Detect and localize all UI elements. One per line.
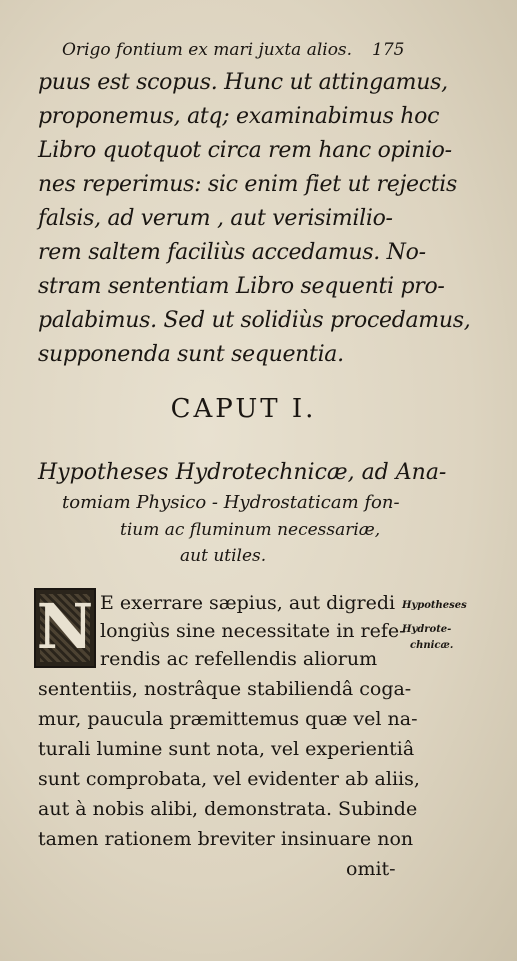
margin-note-line: Hydrote- <box>402 624 452 635</box>
text-line: stram sententiam Libro sequenti pro- <box>38 274 445 299</box>
chapter-title-line: aut utiles. <box>180 546 267 566</box>
text-line: mur, paucula præmittemus quæ vel na- <box>38 708 418 730</box>
chapter-title-line: Hypotheses Hydrotechnicæ, ad Ana- <box>38 460 447 485</box>
margin-note-line: chnicæ. <box>410 640 454 651</box>
text-line: turali lumine sunt nota, vel experientiâ <box>38 738 415 760</box>
text-line: Libro quotquot circa rem hanc opinio- <box>38 138 452 163</box>
running-header <box>62 40 405 60</box>
initial-letter: N <box>36 590 94 663</box>
text-line: sunt comprobata, vel evidenter ab aliis, <box>38 768 420 790</box>
text-line: rendis ac refellendis aliorum <box>100 648 378 670</box>
text-line: nes reperimus: sic enim fiet ut rejectis <box>38 172 458 197</box>
text-line: rem saltem faciliùs accedamus. No- <box>38 240 426 265</box>
margin-note-line: Hypotheses <box>402 600 467 611</box>
chapter-title-line: tium ac fluminum necessariæ, <box>120 520 381 540</box>
text-line: aut à nobis alibi, demonstrata. Subinde <box>38 798 418 820</box>
chapter-title-line: tomiam Physico - Hydrostaticam fon- <box>62 492 400 513</box>
text-line: puus est scopus. Hunc ut attingamus, <box>38 70 448 95</box>
chapter-heading: CAPUT I. <box>170 394 317 424</box>
text-line: tamen rationem breviter insinuare non <box>38 828 414 850</box>
text-line: supponenda sunt sequentia. <box>38 342 344 367</box>
text-line: longiùs sine necessitate in refe- <box>100 620 406 642</box>
text-line: falsis, ad verum , aut verisimilio- <box>38 206 393 231</box>
page-number: 175 <box>372 40 405 60</box>
bleed-through-text <box>399 330 509 750</box>
text-line: palabimus. Sed ut solidiùs procedamus, <box>38 308 471 333</box>
text-line: proponemus, atq; examinabimus hoc <box>38 104 440 129</box>
decorated-initial <box>34 588 96 668</box>
text-line: sententiis, nostrâque stabiliendâ coga- <box>38 678 412 700</box>
text-line: E exerrare sæpius, aut digredi <box>100 592 396 614</box>
text-line: omit- <box>346 858 396 880</box>
running-title: Origo fontium ex mari juxta alios. <box>62 40 353 60</box>
